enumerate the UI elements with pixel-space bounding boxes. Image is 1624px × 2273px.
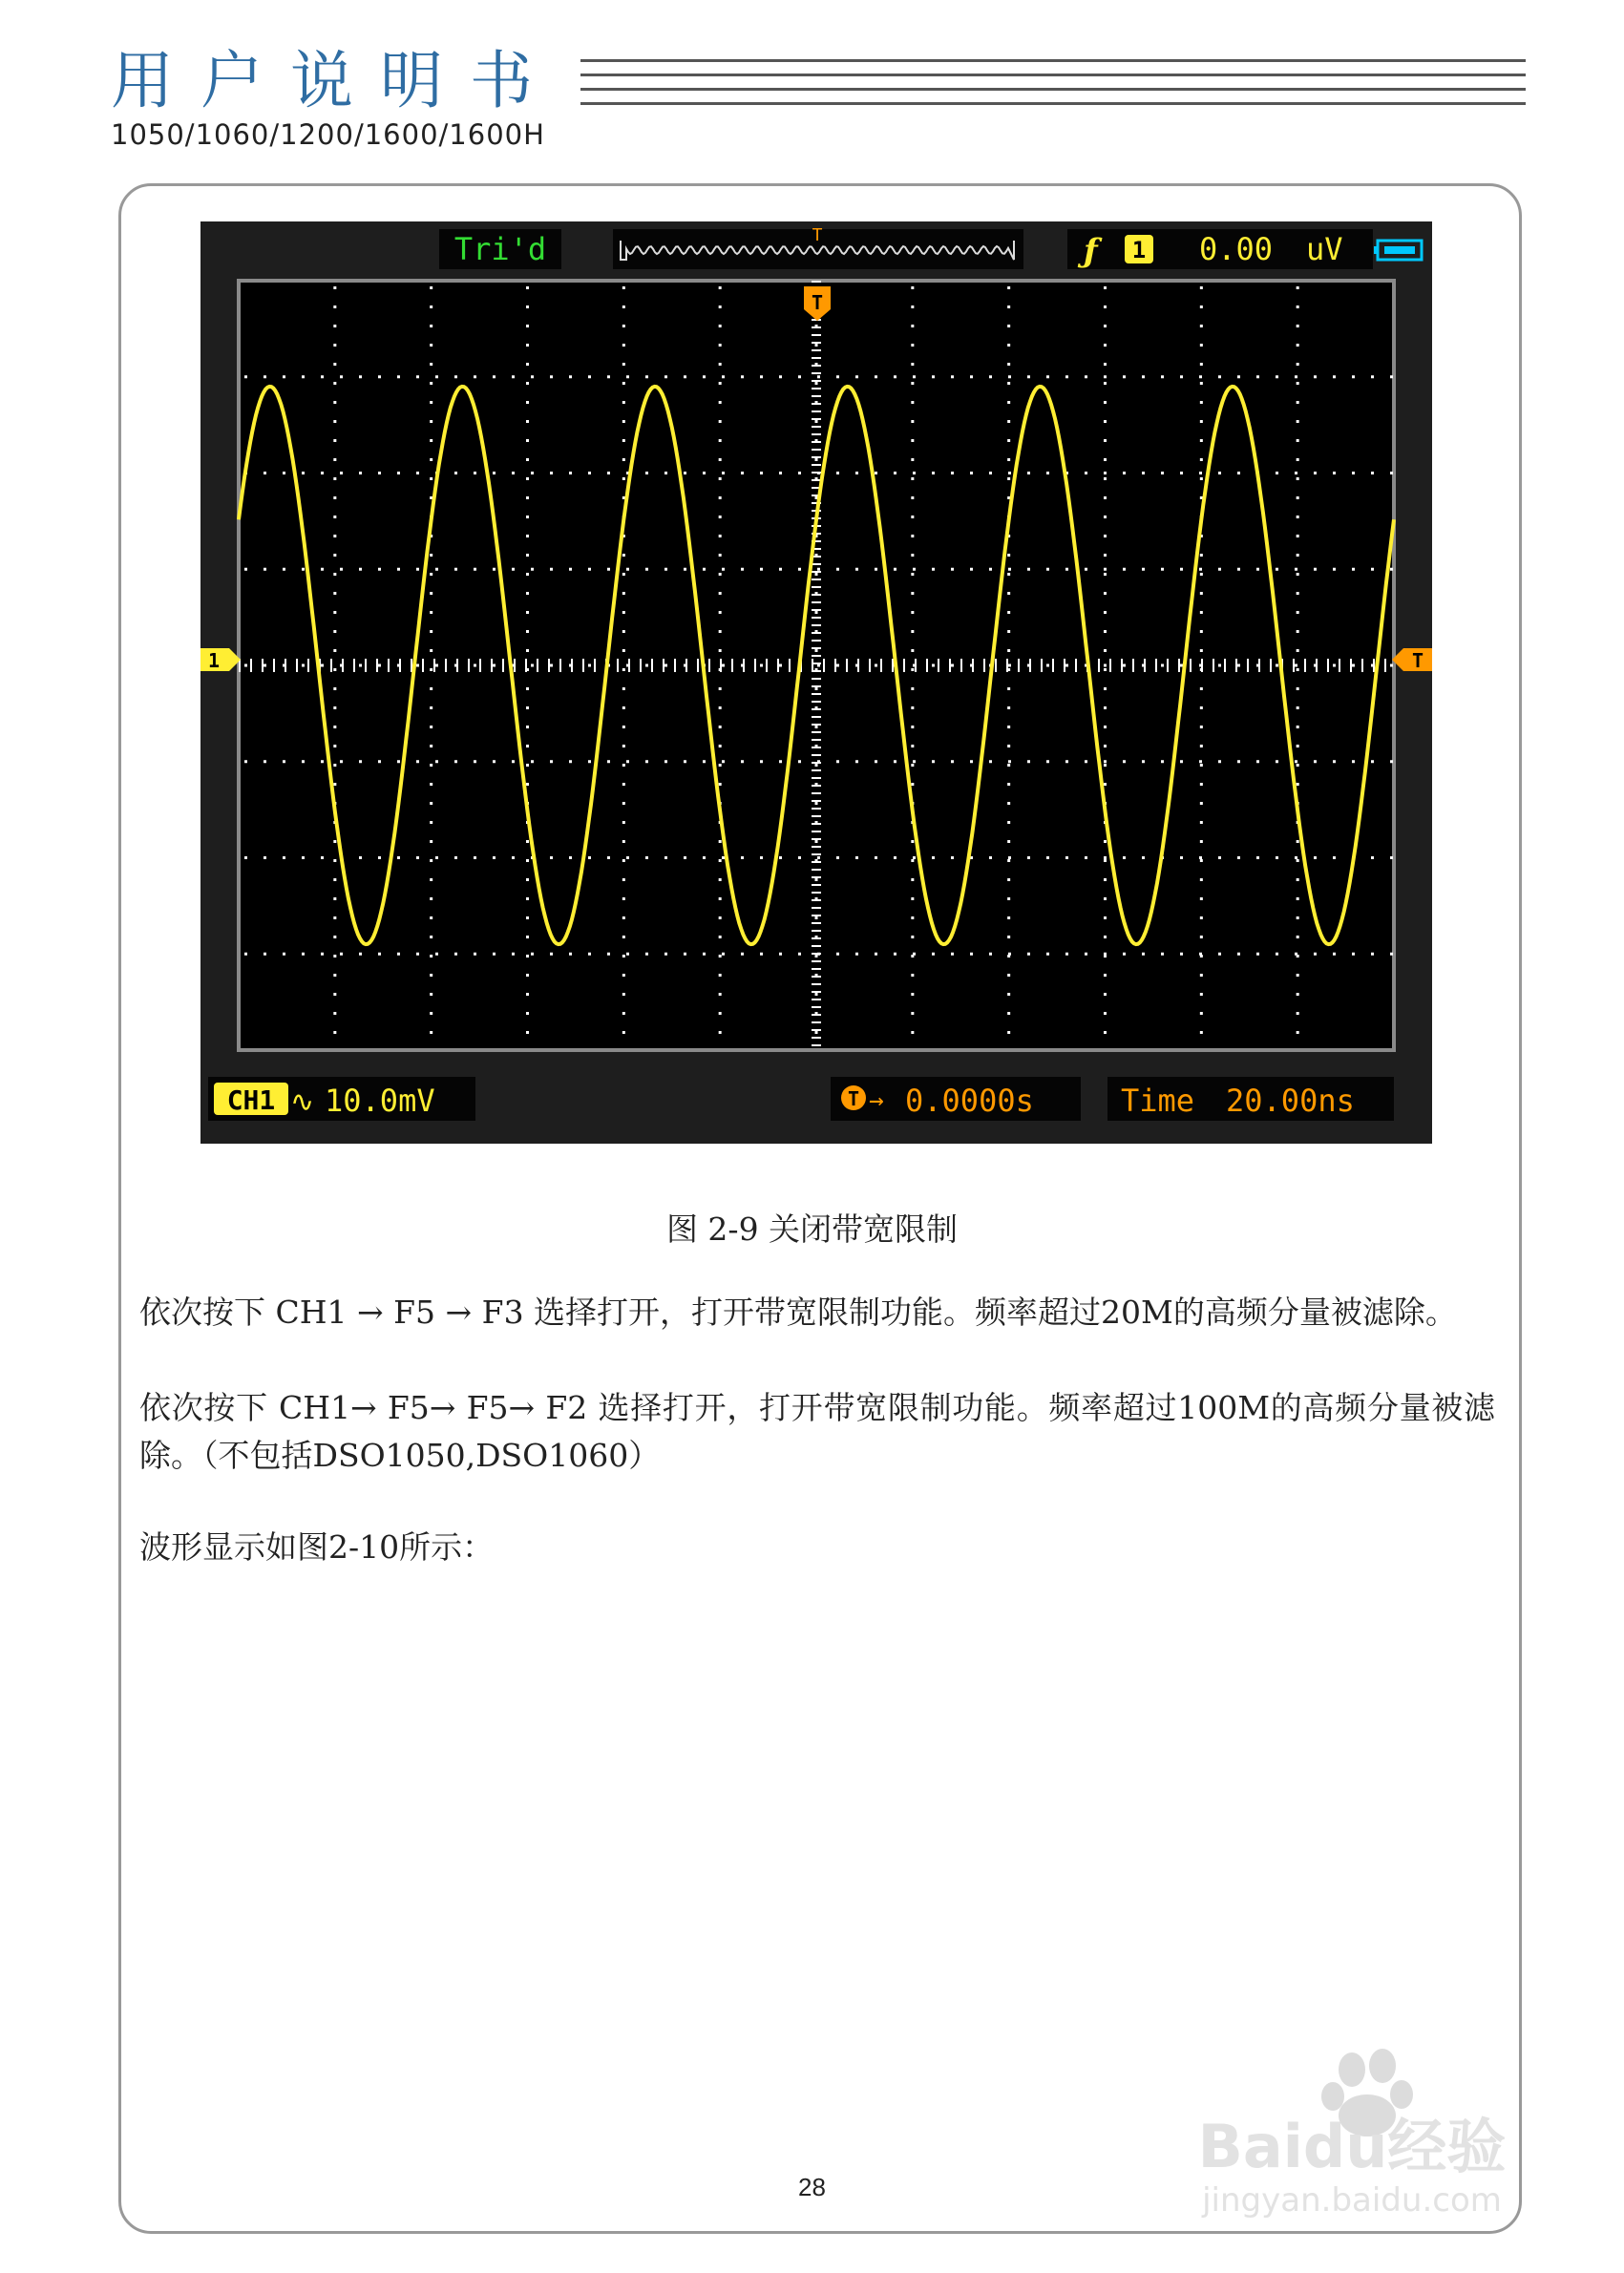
body-paragraph-3: 波形显示如图2-10所示： (139, 1528, 495, 1566)
figure-caption: 图 2-9 关闭带宽限制 (665, 1210, 959, 1248)
svg-text:T: T (847, 1087, 860, 1110)
watermark-url: jingyan.baidu.com (1202, 2181, 1502, 2220)
memory-trigger-marker: T (812, 225, 823, 245)
document-title: 用户说明书 (111, 44, 559, 117)
time-label: Time (1121, 1083, 1195, 1119)
trigger-status: Tri'd (453, 231, 547, 267)
baidu-watermark (1161, 2039, 1543, 2230)
ch1-ground-label: 1 (207, 649, 221, 672)
oscilloscope-screen (200, 221, 1432, 1144)
body-paragraph-2: 依次按下 CH1→ F5→ F5→ F2 选择打开，打开带宽限制功能。频率超过100M的高频分量被滤除。（不包括DSO1050,DSO1060） (139, 1389, 1495, 1474)
channel-scale: 10.0mV (325, 1083, 435, 1119)
trigger-level-value: 0.00 (1199, 231, 1274, 267)
trigger-position-label: T (811, 291, 824, 314)
body-paragraph-1: 依次按下 CH1 → F5 → F3 选择打开，打开带宽限制功能。频率超过20M的高频分量被滤除。 (139, 1294, 1457, 1331)
ac-coupling-icon: ∿ (290, 1085, 315, 1119)
model-numbers: 1050/1060/1200/1600/1600H (111, 118, 545, 151)
watermark-brand: Baidu经验 (1197, 2112, 1507, 2181)
trigger-source-badge: 1 (1131, 237, 1147, 263)
trigger-edge-icon: ƒ (1084, 232, 1098, 270)
channel-label: CH1 (226, 1084, 276, 1116)
trigger-level-label: T (1411, 649, 1424, 672)
header-rule-lines (580, 59, 1526, 136)
page-number: 28 (798, 2173, 826, 2201)
time-base-value: 20.00ns (1226, 1083, 1355, 1119)
svg-text:→: → (869, 1086, 884, 1115)
trigger-offset-value: 0.0000s (905, 1083, 1034, 1119)
trigger-level-unit: uV (1306, 231, 1343, 267)
